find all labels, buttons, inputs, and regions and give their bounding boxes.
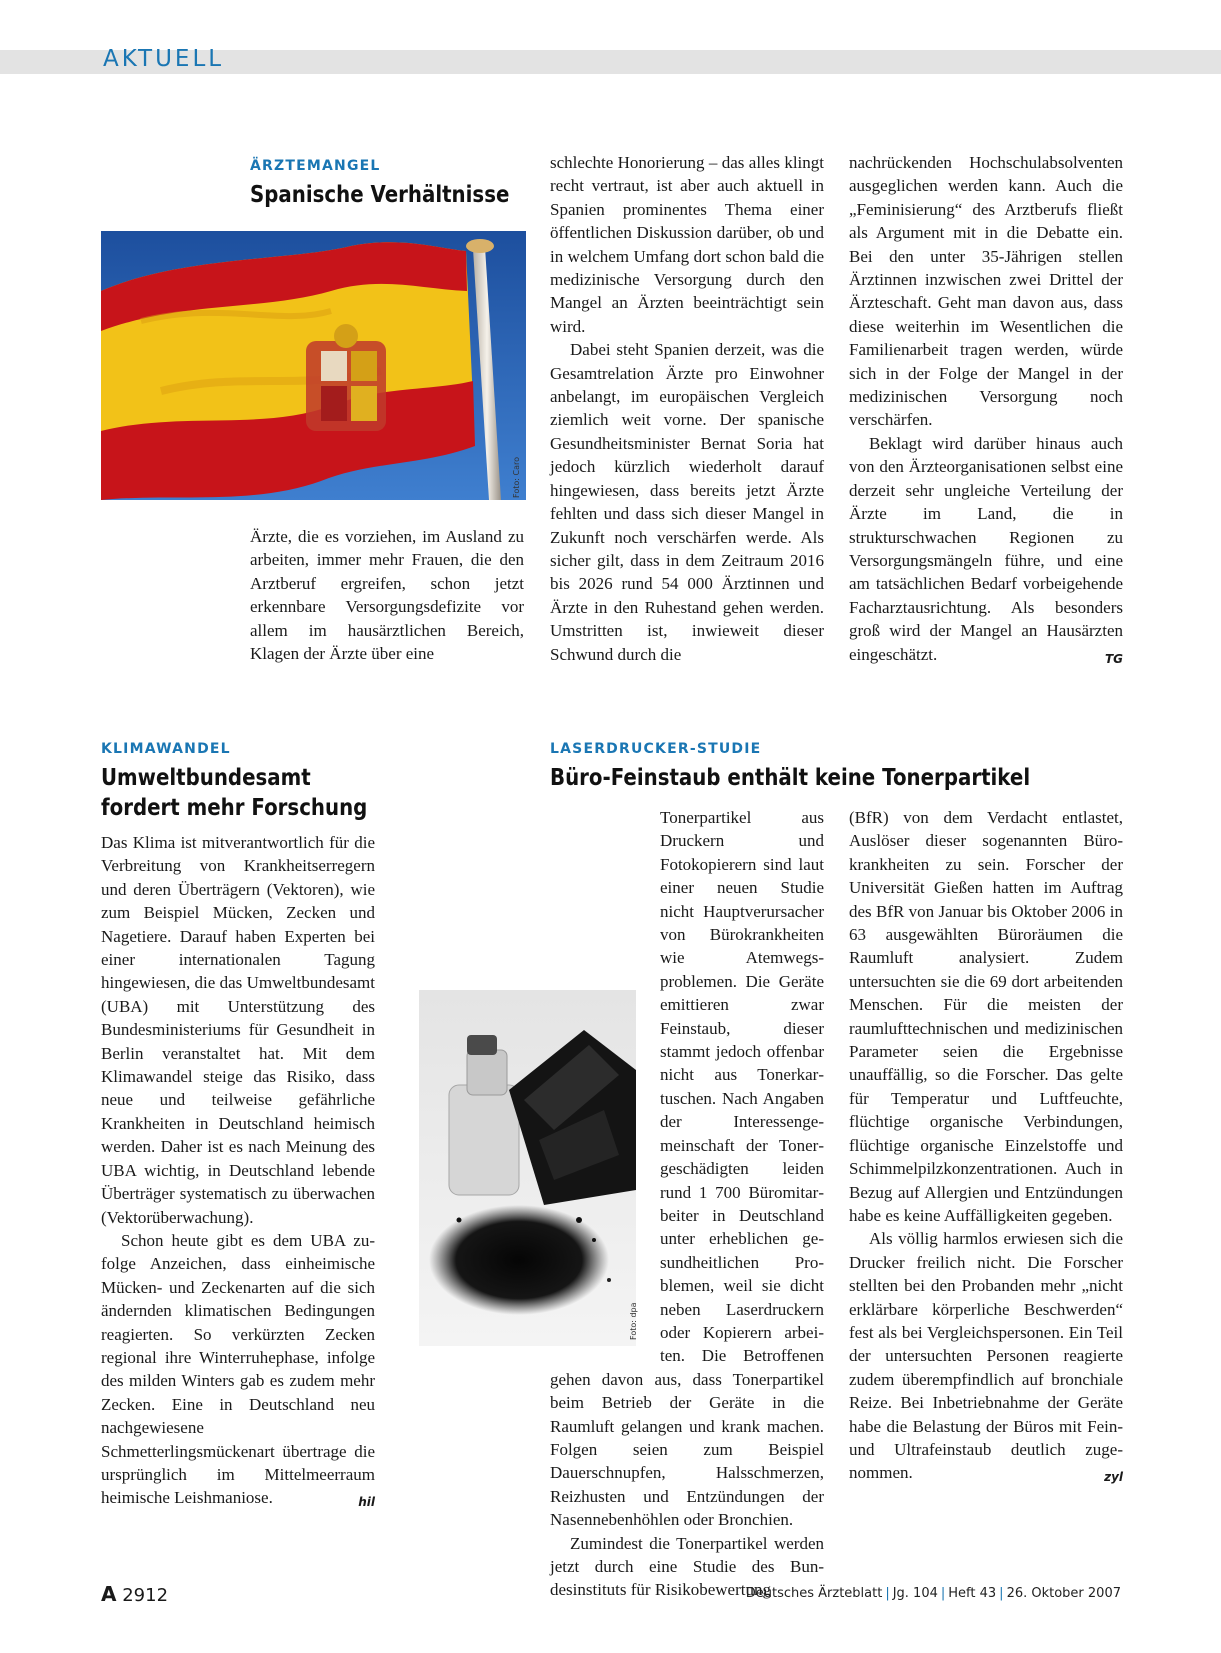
paragraph: nachrückenden Hochschulabsolventen ausgeglichen werden kann. Auch die „Feminisierung“ des Arztberufs fließt als Argument mit in die Debatte ein. Bei den unter 35-Jährigen stellen Ärztinnen inzwischen zwei Drittel der Ärzteschaft. Geht man davon aus, dass diese weiterhin im Wesentlichen die Familienarbeit tragen werden, würde sich in der Folge der Mangel in der medizinischen Versorgung noch verschärfen. (849, 153, 1123, 430)
paragraph (101, 1229, 375, 1510)
author-signature: TG (1104, 651, 1123, 666)
author-signature: zyl (1104, 1470, 1123, 1485)
paragraph: Das Klima ist mitverantwortlich für die Verbreitung von Krankheitserregern und deren Überträgern (Vektoren), wie zum Beispiel Mücken, Zecken und Nagetiere. Darauf haben Experten bei einer internationalen Tagung hingewiesen, die das Umweltbundesamt (UBA) mit Unterstützung des Bundesministeriums für Gesundheit in Berlin veranstaltet hat. Mit dem Klimawandel steige das Risiko, dass neue und teilweise gefährliche Krankheiten in Deutschland heimisch werden. Daher ist es nach Meinung des UBA wichtig, in Deutschland lebende Überträger systematisch zu überwachen (Vektorüberwachung). (101, 833, 375, 1227)
divider: | (940, 1586, 946, 1601)
photo-credit: Foto: dpa (629, 1302, 638, 1340)
journal-name: Deutsches Ärzteblatt (745, 1586, 883, 1601)
article-column (101, 831, 375, 1515)
image-float-space (550, 980, 660, 1358)
paragraph-text: Schon heute gibt es dem UBA zufolge Anzeichen, dass einheimische Mücken- und Zeckenarten auf die sich ändernden klimatischen Bedingungen reagierten. So verkürzten Zecken regional ihre Winterruhephase, infolge des milden Winters gab es zudem mehr Zecken. Eine in Deutschland neu nachgewiesene Schmetterlingsmückenart übertrage die ursprünglich im Mittelmeerraum heimische Leishmaniose. (101, 1230, 375, 1508)
spanish-flag-photo (101, 231, 526, 500)
article-headline: Spanische Verhältnisse (250, 182, 510, 208)
paragraph-text: Beklagt wird darüber hinaus auch von den Ärzteorganisationen selbst eine derzeit sehr ungleiche Verteilung der Ärzte im Land, die in strukturschwachen Regionen zu Versorgungsmängeln führe, und eine am tatsächlichen Bedarf vorbeigehende Facharztausrichtung. Als besonders groß wird der Mangel an Hausärzten eingeschätzt. (849, 433, 1123, 664)
paragraph: Dabei steht Spanien derzeit, was die Gesamtrelation Ärzte pro Einwohner anbelangt, im europäischen Vergleich ziemlich weit vorne. Der spanische Gesundheitsminister Bernat Soria hat jedoch kürzlich wiederholt darauf hingewiesen, dass bereits jetzt Ärzte fehlten und dass sich dieser Mangel in Zukunft noch verschärfen werde. Als sicher gilt, dass in dem Zeitraum 2016 bis 2026 rund 54 000 Ärztinnen und Ärzte in den Ruhestand gehen werden. Umstritten ist, inwieweit dieser Schwund durch die (550, 340, 824, 664)
article-column (550, 806, 824, 1602)
headline-line: Umweltbundesamt (101, 765, 311, 791)
paragraph (849, 432, 1123, 666)
paragraph (849, 1227, 1123, 1484)
headline-line: fordert mehr Forschung (101, 795, 368, 821)
journal-issue: Heft 43 (948, 1586, 997, 1601)
paragraph: schlechte Honorierung – das alles klingt recht vertraut, ist aber auch aktuell in Spanien prominentes Thema einer öffentlichen Diskussion darüber, ob und in welchem Umfang dort schon bald die medizinische Versorgung durch den Mangel an Ärzten beeinträchtigt sein wird. (550, 153, 824, 336)
page-number (101, 1582, 168, 1606)
paragraph: Zumindest die Tonerpartikel werden jetzt durch eine Studie des Bundesinstituts für Risikobewertung (550, 1533, 824, 1600)
article-kicker: KLIMAWANDEL (101, 741, 231, 757)
article-kicker: ÄRZTEMANGEL (250, 158, 381, 174)
photo-credit: Foto: Caro (512, 457, 521, 498)
paragraph: (BfR) von dem Verdacht entlastet, Auslöser dieser sogenannten Bürokrankheiten zu sein. Forscher der Universität Gießen hatten im Auftrag des BfR von Januar bis Oktober 2006 in 63 ausgewählten Büroräumen die Raumluft analysiert. Zudem untersuchten sie die 69 dort arbeitenden Menschen. Für die meisten der raumlufttechnischen und medizinischen Parameter seien die Ergebnisse unauffällig, so die Forscher. Das gelte für Temperatur und Luftfeuchte, flüchtige organische Verbindungen, flüchtige organische Einzelstoffe und Schimmelpilzkonzentrationen. Auch in Bezug auf Allergien und Entzündungen habe es keine Auffälligkeiten gegeben. (849, 808, 1123, 1225)
divider: | (999, 1586, 1004, 1601)
section-title: AKTUELL (103, 46, 225, 72)
page-prefix: A (101, 1582, 117, 1606)
article-kicker: LASERDRUCKER-STUDIE (550, 741, 762, 757)
article-column (250, 525, 524, 665)
author-signature: hil (358, 1495, 375, 1510)
paragraph-text: Als völlig harmlos erwiesen sich die Drucker freilich nicht. Die Forscher stellten bei den Probanden mehr „nicht erklärbare körperliche Beschwerden“ fest als bei Vergleichspersonen. Ein Teil der untersuchten Personen reagierte zudem überempfindlich auf bronchiale Reize. Bei Inbetriebnahme der Geräte habe die Belastung der Büros mit Fein- und Ultrafeinstaub deutlich zugenommen. (849, 1229, 1123, 1483)
journal-date: 26. Oktober 2007 (1006, 1586, 1121, 1601)
article-column (849, 151, 1123, 671)
article-column (550, 151, 824, 666)
page-number-value: 2912 (122, 1585, 169, 1606)
divider: | (885, 1586, 890, 1601)
journal-info (746, 1586, 1121, 1601)
journal-volume: Jg. 104 (892, 1586, 938, 1601)
paragraph (550, 806, 824, 1532)
paragraph: Ärzte, die es vorziehen, im Ausland zu arbeiten, immer mehr Frauen, die den Arztberuf ergreifen, schon jetzt erkennbare Versorgungsdefizite vor allem im hausärztlichen Bereich, Klagen der Ärzte über eine (250, 527, 524, 664)
article-headline (101, 763, 367, 823)
paragraph-text: Tonerpartikel aus Druckern und Fotokopierern sind laut einer neuen Studie nicht Hauptverursacher von Bürokrankheiten wie Atemwegsproblemen. Die Geräte emittieren zwar Feinstaub, dieser stammt jedoch offenbar nicht aus Tonerkartuschen. Nach Angaben der Interessengemeinschaft der Tonergeschädigten leiden rund 1 700 Büromitarbeiter in Deutschland unter erheblichen gesundheitlichen Problemen, weil sie dicht neben Laserdruckern oder Kopierern arbeiten. Die Betroffenen gehen davon aus, dass Tonerpartikel beim Betrieb der Geräte in die Raumluft gelangen und krank machen. Folgen seien zum Beispiel Dauerschnupfen, Halsschmerzen, Reizhusten und Entzündungen der Nasennebenhöhlen oder Bronchien. (550, 808, 824, 1530)
article-column (849, 806, 1123, 1490)
article-headline: Büro-Feinstaub enthält keine Tonerpartikel (550, 765, 1031, 791)
